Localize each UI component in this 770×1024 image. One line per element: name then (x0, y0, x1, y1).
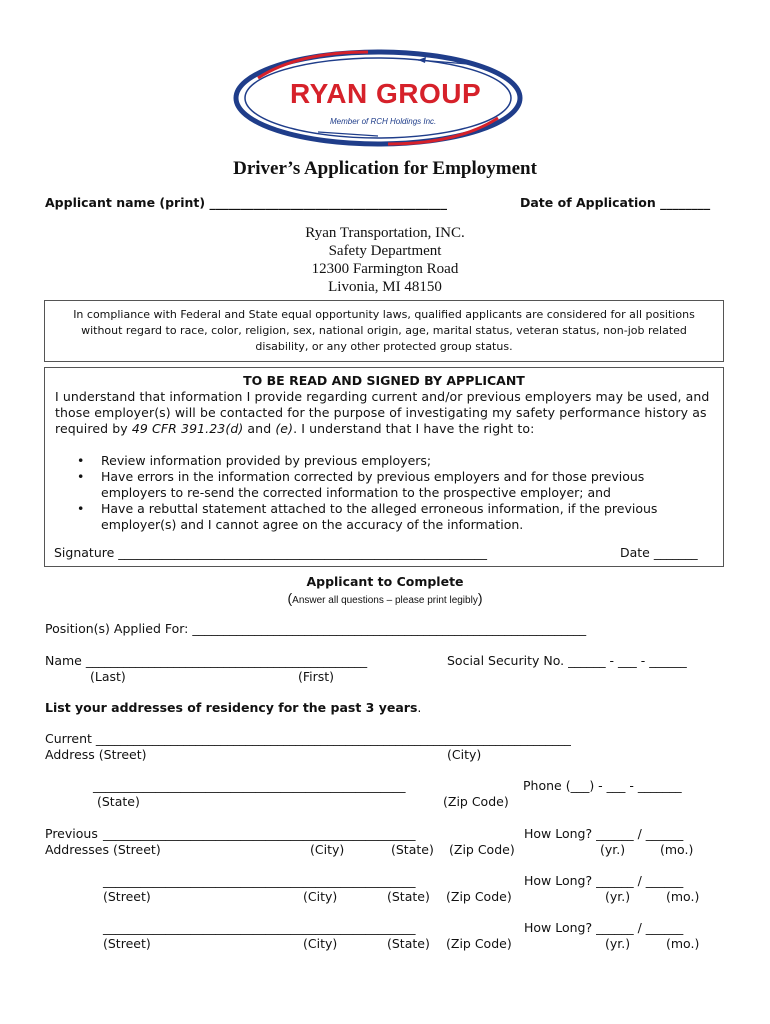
phone-field[interactable]: Phone (___) - ___ - _______ (523, 778, 682, 793)
ssn-field[interactable]: Social Security No. ______ - ___ - ______ (447, 653, 687, 668)
cfr-reference: 49 CFR 391.23(d) (131, 421, 244, 436)
current-address-field[interactable]: Current ____________________________________________________________________________ (45, 731, 571, 746)
logo-tagline: Member of RCH Holdings Inc. (330, 117, 437, 126)
compliance-notice-text: In compliance with Federal and State equal opportunity laws, qualified applicants are considered for all positions without regard to race, color, religion, sex, national origin, age, marital status, veteran status, non-job related disability, or any other protected group status. (73, 308, 695, 353)
applicant-name-field[interactable]: Applicant name (print) ______________________________________ (45, 195, 447, 210)
rights-list (55, 453, 713, 533)
list-item: • Review information provided by previous employers; (77, 453, 432, 468)
previous-yr-label-1: (yr.) (600, 842, 626, 857)
previous-mo-label-3: (mo.) (666, 936, 700, 951)
list-item: • Have a rebuttal statement attached to the alleged erroneous information, if the previous employer(s) and I cannot agree on the accuracy of the information. (77, 501, 658, 532)
ryan-group-logo (228, 42, 528, 150)
consent-heading: TO BE READ AND SIGNED BY APPLICANT (243, 373, 525, 388)
signature-date-field[interactable]: Date _______ (620, 545, 698, 560)
previous-street-label-2: (Street) (103, 889, 151, 904)
consent-text-a: I understand that information I provide regarding current and/or previous employers may be used, and those employer(s) will be contacted for the purpose of investigating my safety performance history as required by (55, 389, 710, 436)
previous-zip-label-2: (Zip Code) (446, 889, 512, 904)
previous-street-label-3: (Street) (103, 936, 151, 951)
current-street-label: Address (Street) (45, 747, 147, 762)
current-zip-label: (Zip Code) (443, 794, 509, 809)
how-long-field-1[interactable]: How Long? ______ / ______ (524, 826, 684, 841)
previous-state-label-1: (State) (391, 842, 434, 857)
previous-state-label-3: (State) (387, 936, 430, 951)
first-name-label: (First) (298, 669, 335, 684)
consent-and: and (243, 421, 276, 436)
how-long-field-3[interactable]: How Long? ______ / ______ (524, 920, 684, 935)
company-address (0, 224, 770, 296)
previous-state-label-2: (State) (387, 889, 430, 904)
previous-city-label-2: (City) (303, 889, 338, 904)
previous-mo-label-2: (mo.) (666, 889, 700, 904)
company-city: Livonia, MI 48150 (328, 279, 442, 295)
previous-city-label-1: (City) (310, 842, 345, 857)
previous-yr-label-2: (yr.) (605, 889, 631, 904)
current-state-label: (State) (97, 794, 140, 809)
residency-heading: List your addresses of residency for the past 3 years. (45, 700, 422, 715)
signature-field[interactable]: Signature ___________________________________________________________ (54, 545, 488, 560)
previous-label: Previous (45, 826, 98, 841)
how-long-field-2[interactable]: How Long? ______ / ______ (524, 873, 684, 888)
application-date-field[interactable]: Date of Application ________ (520, 195, 711, 210)
applicant-section-instruction: (Answer all questions – please print legibly) (287, 590, 483, 606)
current-city-label: (City) (447, 747, 482, 762)
company-street: 12300 Farmington Road (311, 261, 459, 277)
name-field[interactable]: Name _____________________________________________ (45, 653, 368, 668)
consent-box (44, 367, 724, 567)
list-item: • Have errors in the information corrected by previous employers and for those previous employers to re-send the corrected information to the prospective employer; and (77, 469, 645, 500)
cfr-e-reference: (e) (275, 421, 294, 436)
compliance-notice-box (44, 300, 724, 362)
previous-address-field-1[interactable]: __________________________________________________ (103, 826, 416, 841)
consent-paragraph (55, 389, 713, 437)
previous-address-field-3[interactable]: __________________________________________________ (103, 920, 416, 935)
previous-zip-label-1: (Zip Code) (449, 842, 515, 857)
previous-address-field-2[interactable]: __________________________________________________ (103, 873, 416, 888)
logo-brand-text: RYAN GROUP (290, 78, 482, 109)
previous-mo-label-1: (mo.) (660, 842, 694, 857)
company-department: Safety Department (328, 243, 442, 259)
previous-street-label-1: Addresses (Street) (45, 842, 161, 857)
current-state-zip-field[interactable]: __________________________________________________ (93, 778, 406, 793)
company-name: Ryan Transportation, INC. (305, 225, 465, 241)
previous-zip-label-3: (Zip Code) (446, 936, 512, 951)
consent-text-b: . I understand that I have the right to: (293, 421, 535, 436)
last-name-label: (Last) (90, 669, 126, 684)
page-title: Driver’s Application for Employment (233, 158, 537, 179)
previous-city-label-3: (City) (303, 936, 338, 951)
position-applied-field[interactable]: Position(s) Applied For: _______________________________________________________________ (45, 621, 587, 636)
applicant-section-heading: Applicant to Complete (306, 574, 464, 589)
previous-yr-label-3: (yr.) (605, 936, 631, 951)
